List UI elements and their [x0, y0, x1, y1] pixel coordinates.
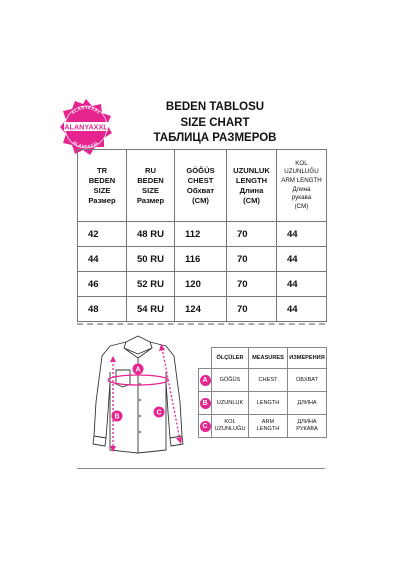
header-arm-length: KOL UZUNLUĞU ARM LENGTH Длина рукава (CM)	[277, 150, 327, 222]
cell-ru-size: 50 RU	[127, 247, 175, 272]
measure-ru: ОБХВАТ	[288, 369, 327, 392]
logo-top-text: ALANYAXXL	[70, 104, 102, 116]
header-chest: GÖĞÜS CHEST Обхват (CM)	[175, 150, 227, 222]
cell-ru-size: 54 RU	[127, 297, 175, 322]
measure-tr: GÖĞÜS	[212, 369, 249, 392]
title-ru: ТАБЛИЦА РАЗМЕРОВ	[153, 132, 277, 144]
logo-name: ALANYAXXL	[64, 122, 108, 132]
measures-table	[198, 347, 327, 438]
brand-logo	[56, 97, 116, 157]
chart-title	[120, 100, 310, 147]
size-row	[78, 247, 327, 272]
measure-letter: A	[199, 369, 212, 392]
header-izmereniya: ИЗМЕРЕНИЯ	[288, 348, 327, 369]
measure-row	[199, 415, 327, 438]
cell-chest: 116	[175, 247, 227, 272]
cell-length: 70	[227, 222, 277, 247]
size-row	[78, 222, 327, 247]
title-en: SIZE CHART	[180, 116, 250, 129]
empty-cell	[199, 348, 212, 369]
cell-arm-length: 44	[277, 297, 327, 322]
header-olculer: ÖLÇÜLER	[212, 348, 249, 369]
cell-tr-size: 44	[78, 247, 127, 272]
measure-row	[199, 392, 327, 415]
diagram-label-a: A	[135, 366, 141, 374]
cell-chest: 112	[175, 222, 227, 247]
measure-tr: KOL UZUNLUĞU	[212, 415, 249, 438]
size-row	[78, 297, 327, 322]
bottom-divider	[77, 468, 325, 469]
diagram-label-b: B	[114, 413, 120, 421]
header-length: UZUNLUK LENGTH Длина (CM)	[227, 150, 277, 222]
size-table-header	[78, 150, 327, 222]
size-row	[78, 272, 327, 297]
shirt-diagram	[80, 332, 198, 458]
measure-letter: C	[199, 415, 212, 438]
cell-tr-size: 46	[78, 272, 127, 297]
measure-ru: ДЛИНА РУКАВА	[288, 415, 327, 438]
header-tr-size: TR BEDEN SIZE Размер	[78, 150, 127, 222]
cell-length: 70	[227, 297, 277, 322]
header-measures: MEASURES	[249, 348, 288, 369]
measures-header	[199, 348, 327, 369]
cell-arm-length: 44	[277, 247, 327, 272]
size-table	[77, 149, 327, 322]
title-tr: BEDEN TABLOSU	[165, 101, 265, 113]
measure-row	[199, 369, 327, 392]
diagram-label-c: C	[156, 409, 162, 417]
measure-tr: UZUNLUK	[212, 392, 249, 415]
measure-en: CHEST	[249, 369, 288, 392]
cell-chest: 124	[175, 297, 227, 322]
cell-arm-length: 44	[277, 272, 327, 297]
cell-chest: 120	[175, 272, 227, 297]
cell-ru-size: 48 RU	[127, 222, 175, 247]
logo-bottom-text: ALANYAXXL	[72, 139, 100, 150]
cell-tr-size: 42	[78, 222, 127, 247]
measure-letter: B	[199, 392, 212, 415]
measure-en: LENGTH	[249, 392, 288, 415]
measure-en: ARM LENGTH	[249, 415, 288, 438]
cell-length: 70	[227, 247, 277, 272]
cell-length: 70	[227, 272, 277, 297]
measure-ru: ДЛИНА	[288, 392, 327, 415]
section-divider	[77, 323, 325, 325]
cell-arm-length: 44	[277, 222, 327, 247]
cell-tr-size: 48	[78, 297, 127, 322]
header-ru-size: RU BEDEN SIZE Размер	[127, 150, 175, 222]
cell-ru-size: 52 RU	[127, 272, 175, 297]
